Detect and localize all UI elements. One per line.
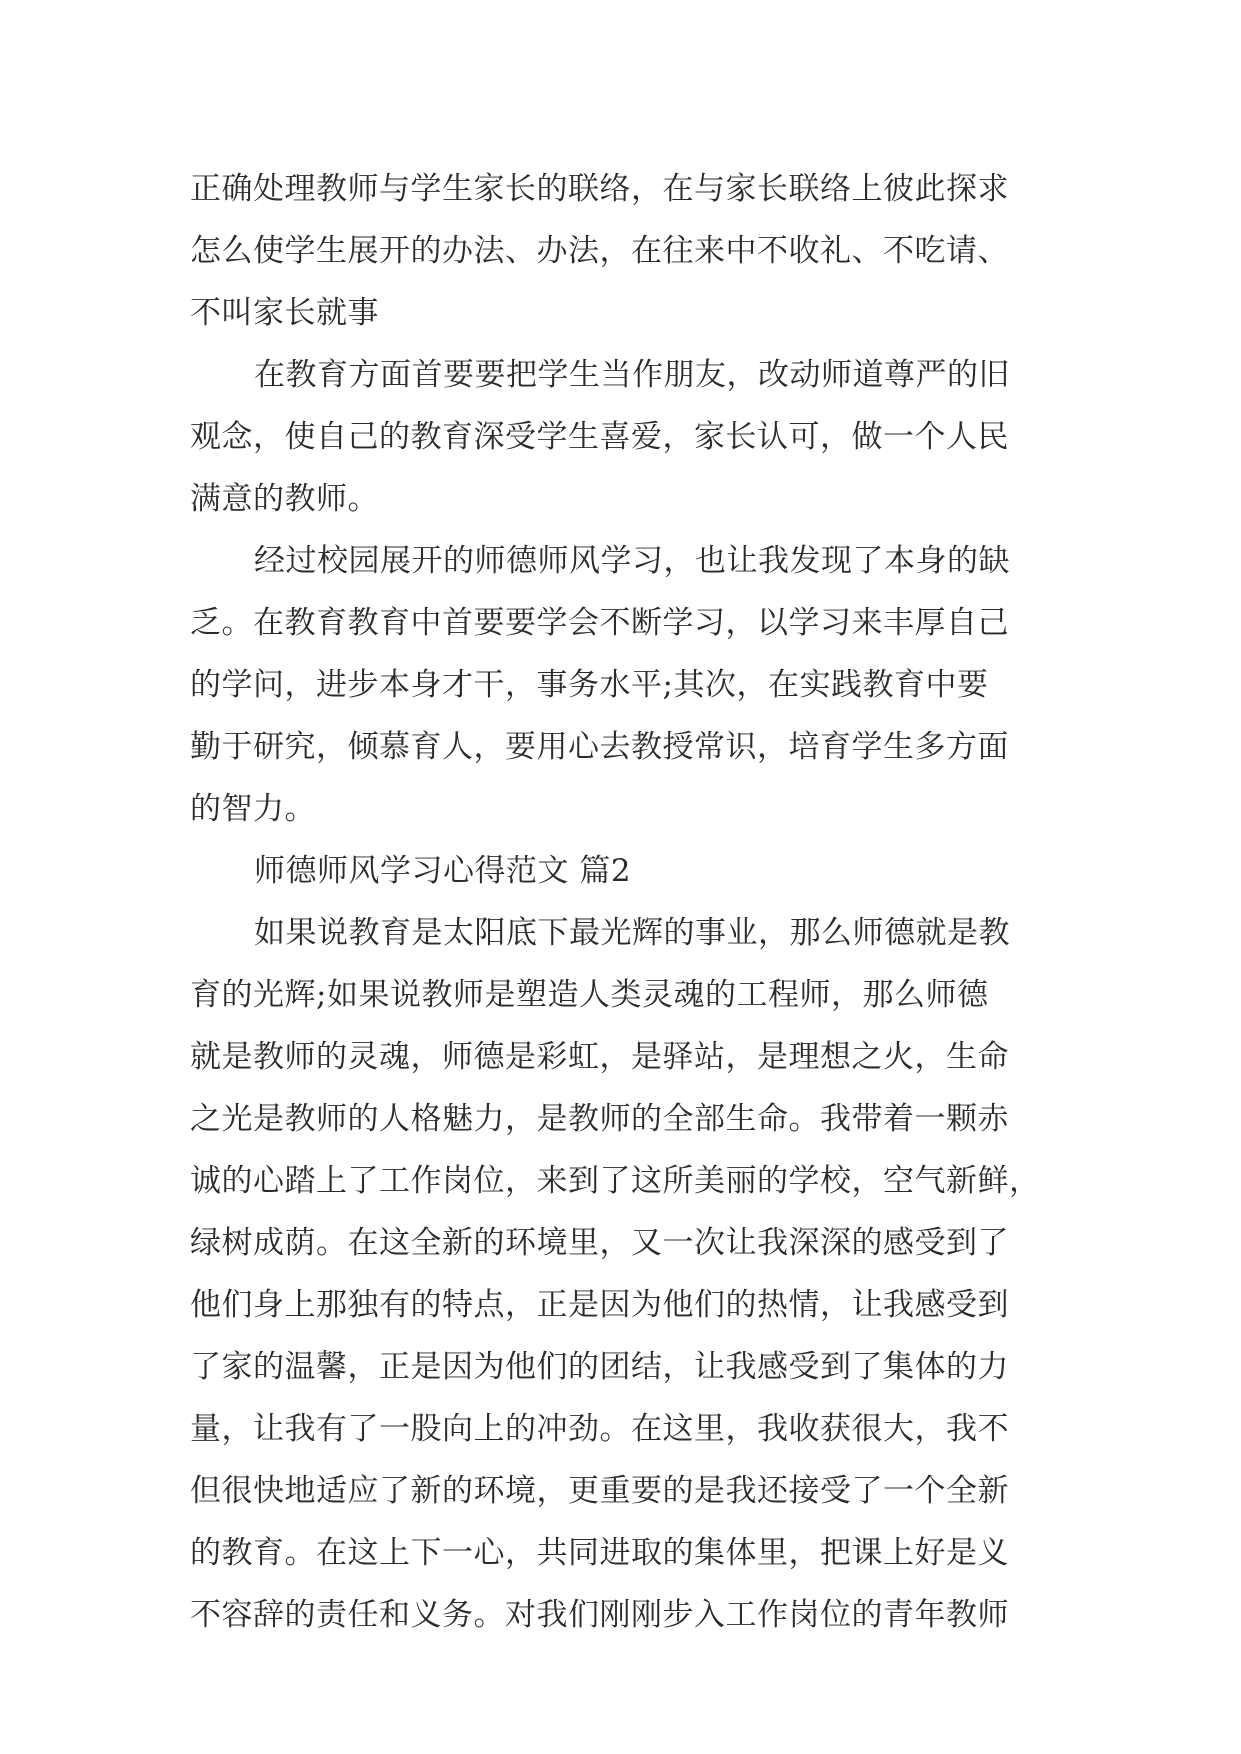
text-line: 绿树成荫。在这全新的环境里，又一次让我深深的感受到了: [190, 1225, 1009, 1261]
text-line: 乏。在教育教育中首要要学会不断学习，以学习来丰厚自己: [190, 605, 1009, 641]
paragraph-first-line: 如果说教育是太阳底下最光辉的事业，那么师德就是教: [254, 915, 1010, 951]
text-line: 满意的教师。: [190, 481, 379, 517]
text-line: 勤于研究，倾慕育人，要用心去教授常识，培育学生多方面: [190, 729, 1009, 765]
text-line: 的学问，进步本身才干，事务水平;其次，在实践教育中要: [190, 667, 989, 703]
text-line: 不容辞的责任和义务。对我们刚刚步入工作岗位的青年教师: [190, 1597, 1009, 1633]
text-line: 就是教师的灵魂，师德是彩虹，是驿站，是理想之火，生命: [190, 1039, 1009, 1075]
text-line: 怎么使学生展开的办法、办法，在往来中不收礼、不吃请、: [190, 233, 1009, 269]
paragraph-first-line: 在教育方面首要要把学生当作朋友，改动师道尊严的旧: [254, 357, 1010, 393]
text-line: 不叫家长就事: [190, 295, 379, 331]
body-text: [190, 158, 1050, 1646]
paragraph-first-line: 师德师风学习心得范文 篇2: [254, 853, 632, 889]
text-line: 诚的心踏上了工作岗位，来到了这所美丽的学校，空气新鲜，: [190, 1163, 1041, 1199]
text-line: 他们身上那独有的特点，正是因为他们的热情，让我感受到: [190, 1287, 1009, 1323]
text-line: 的智力。: [190, 791, 316, 827]
text-line: 量，让我有了一股向上的冲劲。在这里，我收获很大，我不: [190, 1411, 1009, 1447]
text-line: 之光是教师的人格魅力，是教师的全部生命。我带着一颗赤: [190, 1101, 1009, 1137]
text-line: 了家的温馨，正是因为他们的团结，让我感受到了集体的力: [190, 1349, 1009, 1385]
text-line: 的教育。在这上下一心，共同进取的集体里，把课上好是义: [190, 1535, 1009, 1571]
text-line: 正确处理教师与学生家长的联络，在与家长联络上彼此探求: [190, 171, 1009, 207]
text-line: 观念，使自己的教育深受学生喜爱，家长认可，做一个人民: [190, 419, 1009, 455]
text-line: 但很快地适应了新的环境，更重要的是我还接受了一个全新: [190, 1473, 1009, 1509]
text-line: 育的光辉;如果说教师是塑造人类灵魂的工程师，那么师德: [190, 977, 989, 1013]
paragraph-first-line: 经过校园展开的师德师风学习，也让我发现了本身的缺: [254, 543, 1010, 579]
